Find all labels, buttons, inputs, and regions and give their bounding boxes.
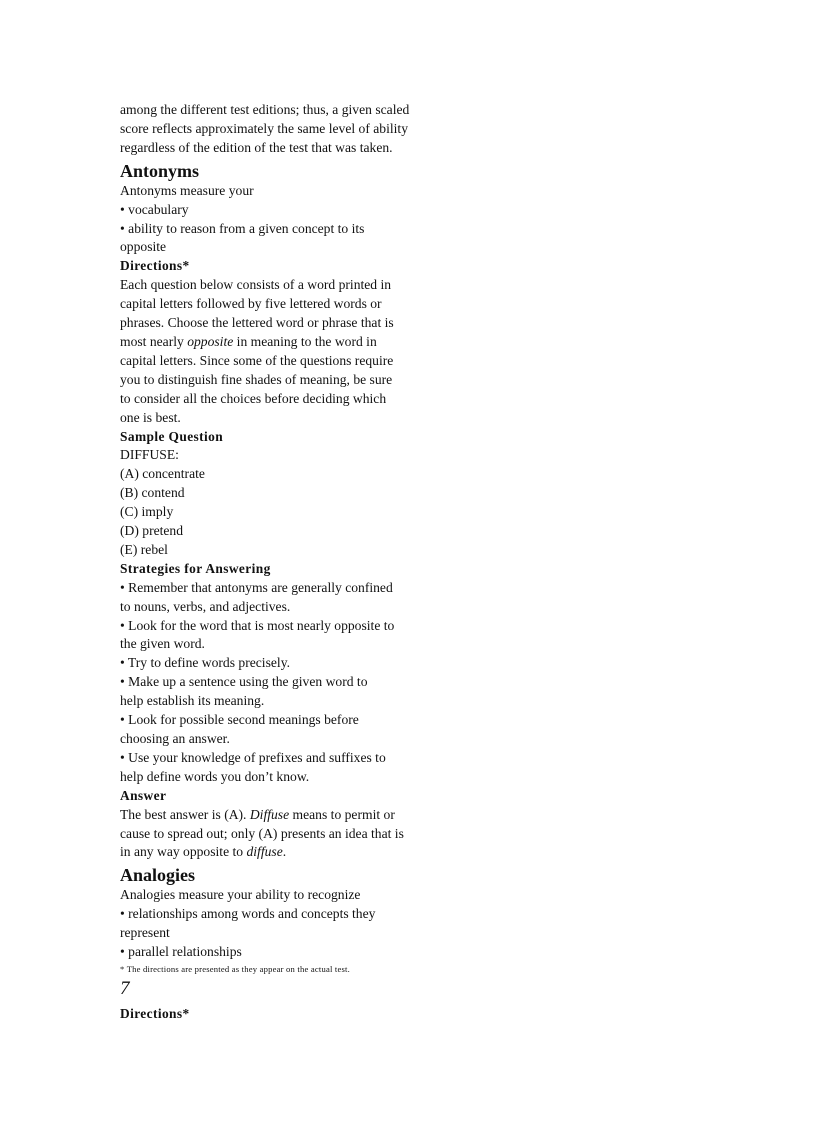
- antonyms-bullet-continuation: opposite: [120, 239, 167, 255]
- strategy-line: help define words you don’t know.: [120, 768, 310, 784]
- strategy-line: • Remember that antonyms are generally confined: [120, 579, 393, 595]
- directions-line: Each question below consists of a word printed in: [120, 277, 392, 293]
- strategy-line: choosing an answer.: [120, 731, 230, 746]
- analogies-measure-intro: Analogies measure your ability to recognize: [120, 887, 361, 903]
- footnote: * The directions are presented as they appear on the actual test.: [120, 963, 350, 974]
- directions-text: most nearly: [120, 333, 188, 349]
- intro-line: score reflects approximately the same level of ability: [120, 120, 408, 136]
- answer-line: cause to spread out; only (A) presents an idea that is: [120, 825, 404, 841]
- page-number: 7: [120, 977, 130, 999]
- answer-text: .: [282, 844, 287, 860]
- answer-choice: (B) contend: [120, 485, 185, 501]
- analogies-bullet: • parallel relationships: [120, 944, 242, 960]
- strategy-line: the given word.: [120, 636, 205, 652]
- intro-line: regardless of the edition of the test that was taken.: [120, 139, 393, 155]
- antonyms-measure-intro: Antonyms measure your: [120, 182, 254, 198]
- answer-emphasis: Diffuse: [249, 806, 290, 822]
- answer-heading: Answer: [120, 787, 167, 803]
- answer-text: means to permit or: [289, 806, 395, 822]
- document-page: [120, 101, 450, 1024]
- antonyms-bullet: • vocabulary: [120, 201, 189, 217]
- strategy-line: help establish its meaning.: [120, 693, 265, 709]
- analogies-heading: Analogies: [120, 865, 196, 886]
- answer-choice: (D) pretend: [120, 523, 184, 539]
- directions-line: capital letters followed by five lettered words or: [120, 296, 382, 312]
- strategies-heading: Strategies for Answering: [120, 560, 271, 576]
- sample-word: DIFFUSE:: [120, 447, 179, 463]
- directions-emphasis: opposite: [187, 333, 234, 349]
- intro-line: among the different test editions; thus, a given scaled: [120, 102, 410, 117]
- strategy-line: • Use your knowledge of prefixes and suffixes to: [120, 749, 386, 765]
- strategy-line: • Look for the word that is most nearly opposite to: [120, 617, 395, 633]
- answer-line: [120, 806, 450, 825]
- antonyms-heading: Antonyms: [120, 160, 200, 181]
- answer-choice: (C) imply: [120, 504, 174, 520]
- antonyms-directions-heading: Directions*: [120, 258, 190, 274]
- answer-emphasis: diffuse: [246, 844, 283, 860]
- antonyms-bullet: • ability to reason from a given concept to its: [120, 220, 365, 236]
- directions-line: one is best.: [120, 409, 181, 425]
- next-directions-heading: Directions*: [120, 1005, 190, 1021]
- strategy-line: • Make up a sentence using the given word to: [120, 674, 368, 690]
- answer-line: [120, 843, 450, 862]
- sample-question-heading: Sample Question: [120, 428, 224, 444]
- directions-line: phrases. Choose the lettered word or phrase that is: [120, 315, 394, 331]
- analogies-bullet-continuation: represent: [120, 925, 170, 941]
- answer-choice: (A) concentrate: [120, 466, 205, 482]
- directions-line: [120, 333, 450, 352]
- directions-text: in meaning to the word in: [233, 333, 377, 349]
- directions-line: capital letters. Since some of the questions require: [120, 352, 394, 368]
- directions-line: to consider all the choices before deciding which: [120, 390, 387, 406]
- strategy-line: • Try to define words precisely.: [120, 655, 291, 671]
- answer-text: The best answer is (A).: [120, 806, 250, 822]
- directions-line: you to distinguish fine shades of meaning, be sure: [120, 371, 393, 387]
- answer-text: in any way opposite to: [120, 844, 247, 860]
- answer-choice: (E) rebel: [120, 541, 168, 557]
- strategy-line: • Look for possible second meanings before: [120, 712, 359, 728]
- analogies-bullet: • relationships among words and concepts they: [120, 906, 376, 922]
- strategy-line: to nouns, verbs, and adjectives.: [120, 598, 291, 614]
